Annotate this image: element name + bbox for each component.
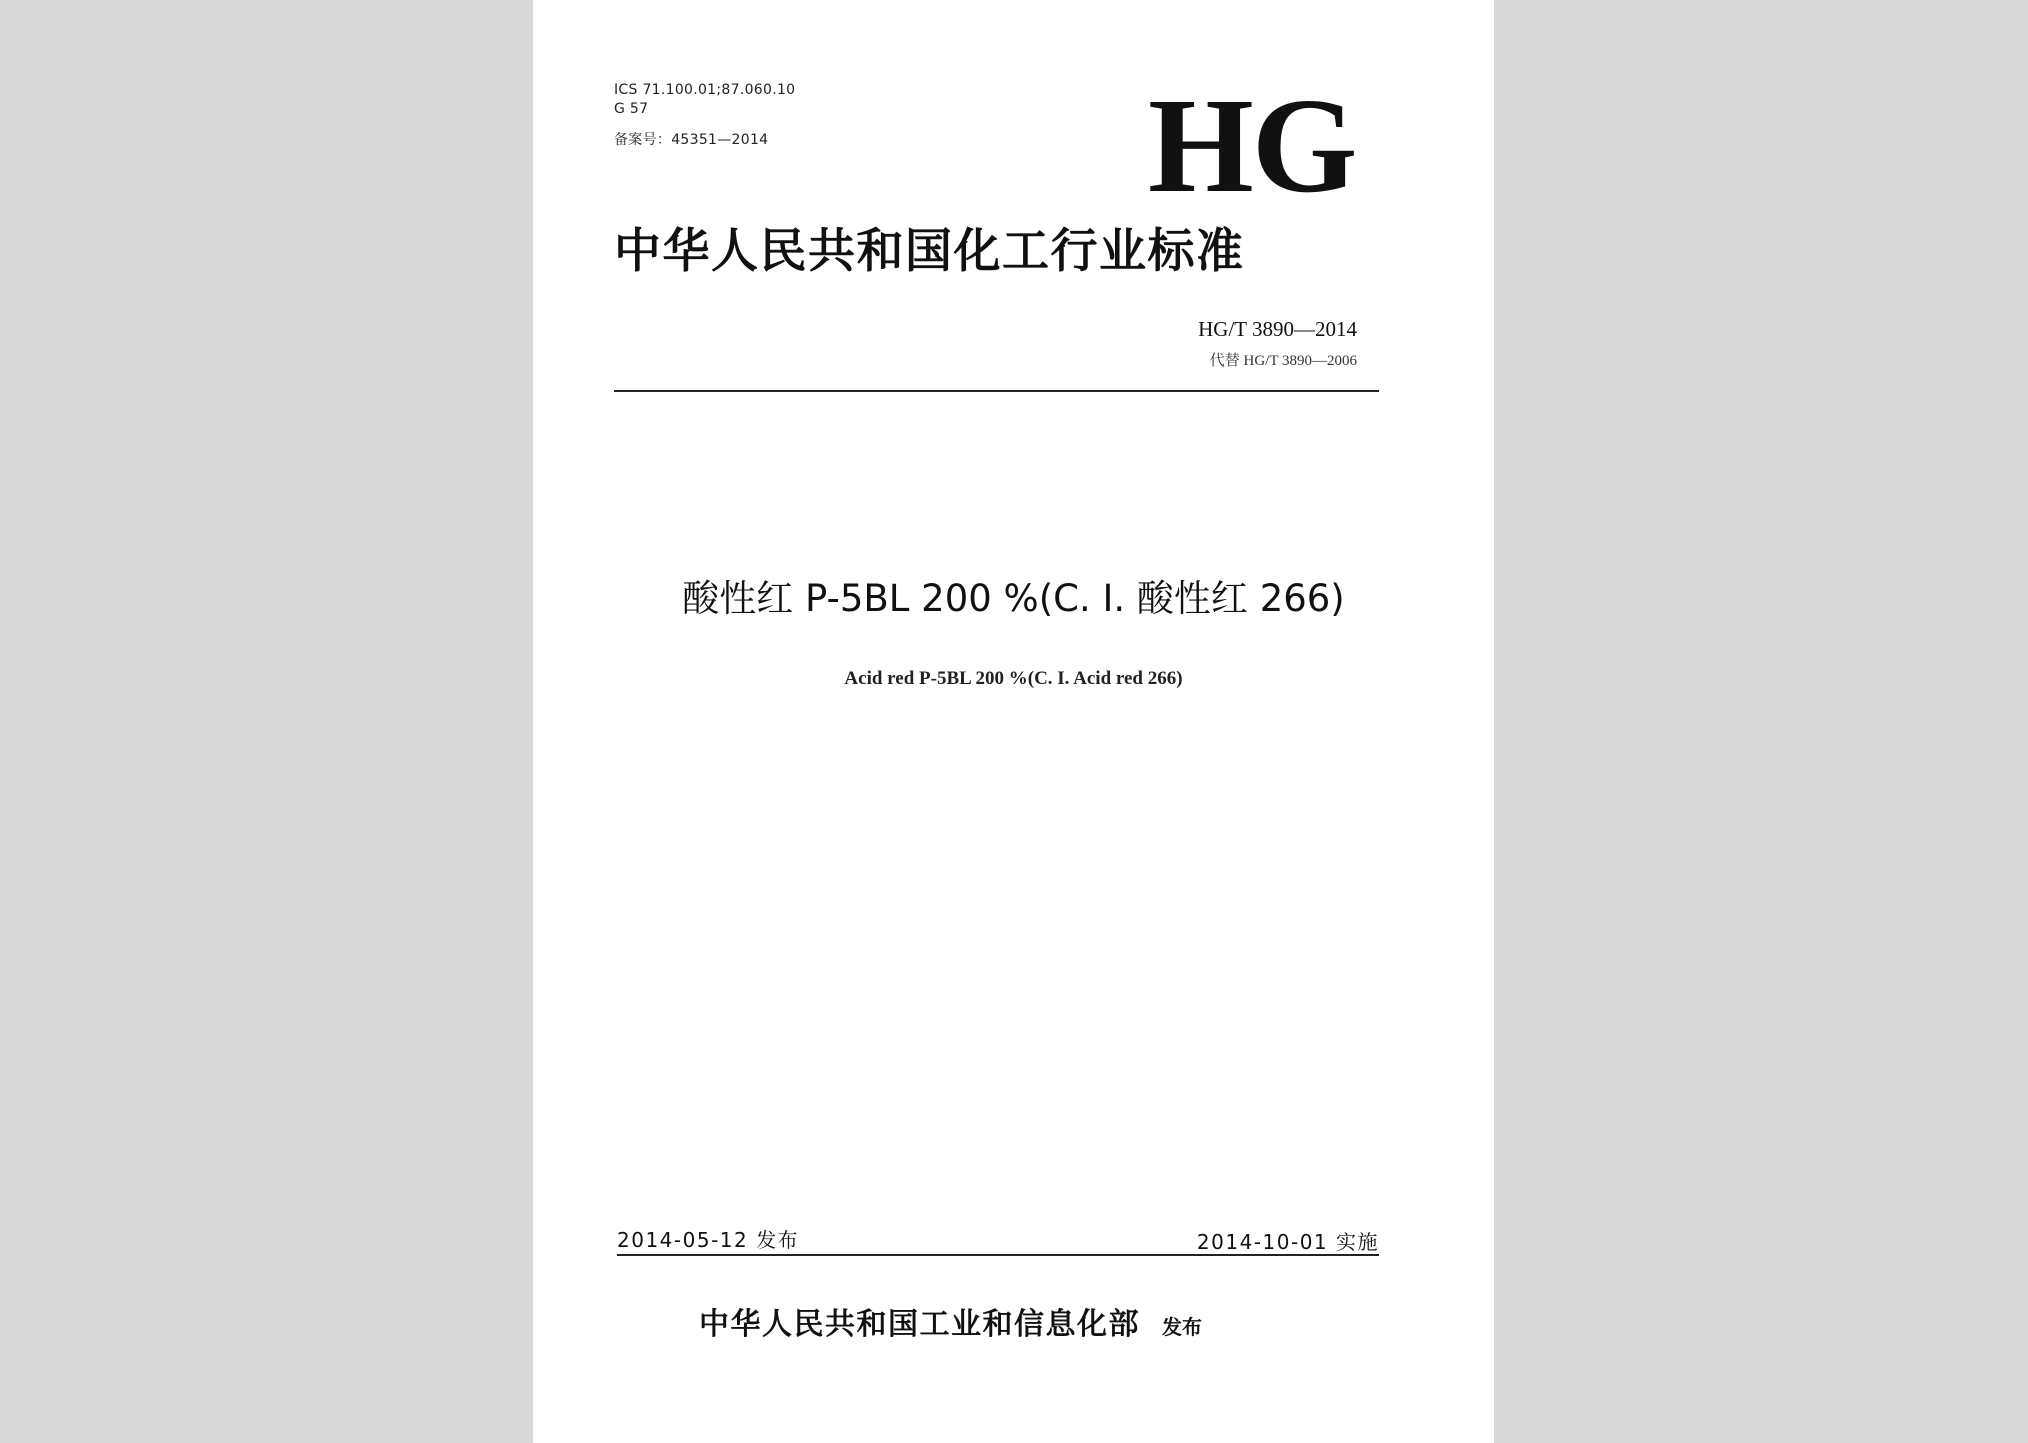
document-title-english: Acid red P-5BL 200 %(C. I. Acid red 266) [844, 668, 1183, 689]
replaces-standard: 代替 HG/T 3890—2006 [1209, 353, 1357, 369]
document-page [533, 0, 1494, 1443]
publisher-name: 中华人民共和国工业和信息化部 [699, 1307, 1140, 1342]
organization-title: 中华人民共和国化工行业标准 [614, 224, 1245, 279]
publisher-suffix: 发布 [1162, 1315, 1202, 1339]
implementation-date: 2014-10-01 实施 [1196, 1230, 1379, 1254]
ccs-code: G 57 [614, 101, 649, 117]
header-divider [614, 390, 1379, 392]
issue-date: 2014-05-12 发布 [617, 1228, 800, 1252]
filing-number: 备案号：45351—2014 [614, 132, 769, 148]
document-title-chinese: 酸性红 P-5BL 200 %(C. I. 酸性红 266) [682, 577, 1345, 620]
footer-divider [617, 1254, 1379, 1256]
ics-code: ICS 71.100.01;87.060.10 [614, 82, 796, 98]
publisher [699, 1299, 1202, 1343]
hg-logo: HG [1148, 71, 1356, 221]
standard-number: HG/T 3890—2014 [1198, 317, 1357, 341]
